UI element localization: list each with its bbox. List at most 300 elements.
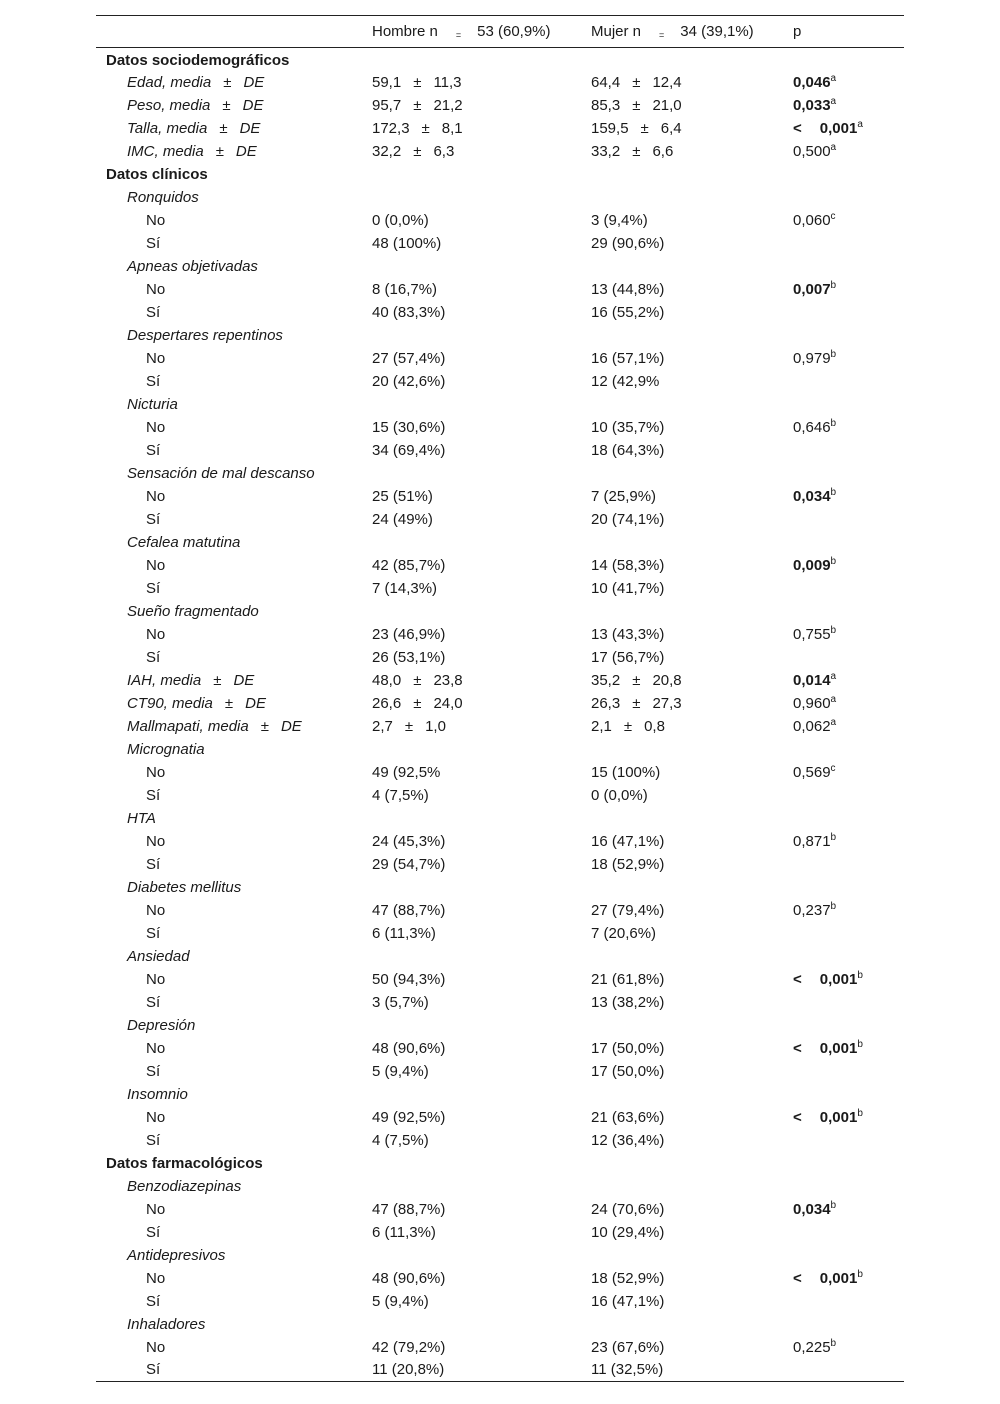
hombre-cell — [372, 876, 591, 899]
variable-row — [96, 255, 904, 278]
variable-row — [96, 807, 904, 830]
mujer-cell: 15 (100%) — [591, 763, 661, 781]
hombre-cell: 42 (85,7%) — [372, 556, 446, 574]
hombre-cell: 40 (83,3%) — [372, 303, 446, 321]
variable-row — [96, 692, 904, 715]
hombre-cell: 4 (7,5%) — [372, 1131, 429, 1149]
mujer-cell: 2,1 ± 0,8 — [591, 717, 665, 735]
hombre-cell: 32,2 ± 6,3 — [372, 142, 455, 160]
mujer-cell — [591, 807, 793, 830]
variable-row — [96, 324, 904, 347]
p-superscript: b — [830, 1337, 837, 1349]
mujer-cell: 16 (47,1%) — [591, 1292, 665, 1310]
mujer-cell: 18 (64,3%) — [591, 441, 665, 459]
p-value: 0,034 — [793, 487, 831, 505]
mujer-cell — [591, 876, 793, 899]
hombre-cell: 2,7 ± 1,0 — [372, 717, 446, 735]
hombre-cell: 5 (9,4%) — [372, 1062, 429, 1080]
category-row — [96, 991, 904, 1014]
category-row — [96, 508, 904, 531]
category-label: No — [146, 349, 166, 367]
mujer-cell — [591, 186, 793, 209]
hombre-cell: 4 (7,5%) — [372, 786, 429, 804]
mujer-cell: 13 (38,2%) — [591, 993, 665, 1011]
variable-label: Insomnio — [127, 1085, 188, 1103]
mujer-cell: 10 (29,4%) — [591, 1223, 665, 1241]
p-cell — [793, 186, 904, 209]
p-superscript: b — [830, 279, 837, 291]
mujer-cell — [591, 1175, 793, 1198]
p-cell — [793, 1152, 904, 1175]
hombre-cell: 25 (51%) — [372, 487, 433, 505]
p-cell — [793, 1313, 904, 1336]
mujer-cell: 14 (58,3%) — [591, 556, 665, 574]
header-hombre-eq: = — [455, 30, 462, 40]
p-cell — [793, 899, 904, 922]
hombre-cell — [372, 48, 591, 71]
category-row — [96, 485, 904, 508]
category-label: No — [146, 1200, 166, 1218]
category-label: No — [146, 625, 166, 643]
p-cell — [793, 1129, 904, 1152]
p-cell — [793, 1336, 904, 1359]
variable-label: Antidepresivos — [127, 1246, 226, 1264]
header-variable — [96, 16, 372, 48]
p-cell — [793, 209, 904, 232]
variable-label: HTA — [127, 809, 156, 827]
mujer-cell: 27 (79,4%) — [591, 901, 665, 919]
p-cell — [793, 508, 904, 531]
variable-row — [96, 715, 904, 738]
category-row — [96, 968, 904, 991]
variable-row — [96, 462, 904, 485]
category-row — [96, 761, 904, 784]
category-label: No — [146, 901, 166, 919]
category-label: No — [146, 832, 166, 850]
hombre-cell — [372, 531, 591, 554]
category-row — [96, 554, 904, 577]
mujer-cell: 16 (55,2%) — [591, 303, 665, 321]
p-value: 0,237 — [793, 901, 831, 919]
mujer-cell: 85,3 ± 21,0 — [591, 96, 682, 114]
p-cell — [793, 830, 904, 853]
hombre-cell: 20 (42,6%) — [372, 372, 446, 390]
p-cell — [793, 807, 904, 830]
header-row — [96, 16, 904, 48]
category-label: Sí — [146, 648, 161, 666]
category-row — [96, 1267, 904, 1290]
p-cell — [793, 255, 904, 278]
category-label: No — [146, 556, 166, 574]
p-superscript: b — [830, 624, 837, 636]
mujer-cell — [591, 1083, 793, 1106]
hombre-cell — [372, 324, 591, 347]
category-label: No — [146, 763, 166, 781]
category-row — [96, 370, 904, 393]
mujer-cell: 23 (67,6%) — [591, 1338, 665, 1356]
hombre-cell: 172,3 ± 8,1 — [372, 119, 463, 137]
header-mujer-eq: = — [659, 30, 665, 40]
p-value: < 0,001 — [793, 1108, 858, 1126]
p-cell — [793, 393, 904, 416]
variable-row — [96, 393, 904, 416]
p-superscript: a — [830, 95, 837, 107]
p-superscript: b — [830, 486, 837, 498]
hombre-cell: 7 (14,3%) — [372, 579, 438, 597]
p-cell — [793, 94, 904, 117]
variable-label: Depresión — [127, 1016, 196, 1034]
variable-label: Mallmapati, media ± DE — [127, 717, 302, 735]
variable-label: Peso, media ± DE — [127, 96, 264, 114]
p-value: 0,500 — [793, 142, 831, 160]
category-label: No — [146, 280, 166, 298]
mujer-cell: 17 (50,0%) — [591, 1039, 665, 1057]
p-cell — [793, 715, 904, 738]
mujer-cell — [591, 255, 793, 278]
variable-label: Sueño fragmentado — [127, 602, 259, 620]
p-superscript: c — [830, 210, 836, 222]
category-row — [96, 1198, 904, 1221]
p-cell — [793, 1267, 904, 1290]
mujer-cell: 16 (57,1%) — [591, 349, 665, 367]
mujer-cell — [591, 600, 793, 623]
p-superscript: b — [830, 555, 837, 567]
mujer-cell: 13 (43,3%) — [591, 625, 665, 643]
hombre-cell — [372, 186, 591, 209]
p-cell — [793, 140, 904, 163]
hombre-cell: 6 (11,3%) — [372, 1223, 436, 1241]
hombre-cell: 59,1 ± 11,3 — [372, 73, 462, 91]
mujer-cell: 12 (42,9% — [591, 372, 660, 390]
category-row — [96, 416, 904, 439]
p-cell — [793, 117, 904, 140]
hombre-cell — [372, 462, 591, 485]
p-cell — [793, 761, 904, 784]
mujer-cell: 11 (32,5%) — [591, 1359, 793, 1382]
p-value: 0,014 — [793, 671, 831, 689]
mujer-cell — [591, 1152, 793, 1175]
section-label: Datos sociodemográficos — [106, 51, 290, 69]
p-cell — [793, 370, 904, 393]
category-row — [96, 1336, 904, 1359]
mujer-cell: 17 (56,7%) — [591, 648, 665, 666]
mujer-cell — [591, 738, 793, 761]
category-label: Sí — [146, 1223, 161, 1241]
category-row — [96, 577, 904, 600]
section-label: Datos farmacológicos — [106, 1154, 263, 1172]
p-superscript: c — [830, 762, 836, 774]
category-row — [96, 1060, 904, 1083]
mujer-cell: 35,2 ± 20,8 — [591, 671, 682, 689]
category-label: No — [146, 211, 166, 229]
category-row — [96, 232, 904, 255]
mujer-cell: 26,3 ± 27,3 — [591, 694, 682, 712]
category-label: Sí — [146, 993, 161, 1011]
variable-label: Cefalea matutina — [127, 533, 241, 551]
hombre-cell: 50 (94,3%) — [372, 970, 446, 988]
category-label: Sí — [146, 855, 161, 873]
category-label: Sí — [146, 786, 161, 804]
variable-label: Nicturia — [127, 395, 178, 413]
hombre-cell: 95,7 ± 21,2 — [372, 96, 463, 114]
variable-row — [96, 876, 904, 899]
comparison-table — [96, 15, 904, 1382]
hombre-cell — [372, 807, 591, 830]
mujer-cell — [591, 48, 793, 71]
hombre-cell: 27 (57,4%) — [372, 349, 446, 367]
p-cell — [793, 692, 904, 715]
p-superscript: b — [830, 1199, 837, 1211]
mujer-cell: 21 (61,8%) — [591, 970, 665, 988]
hombre-cell: 48 (90,6%) — [372, 1269, 446, 1287]
mujer-cell — [591, 1313, 793, 1336]
mujer-cell: 29 (90,6%) — [591, 234, 665, 252]
category-row — [96, 646, 904, 669]
p-value: < 0,001 — [793, 119, 858, 137]
category-label: No — [146, 970, 166, 988]
p-superscript: b — [857, 1107, 863, 1119]
section-row — [96, 163, 904, 186]
mujer-cell — [591, 462, 793, 485]
section-row — [96, 48, 904, 71]
hombre-cell: 0 (0,0%) — [372, 211, 429, 229]
p-cell — [793, 1290, 904, 1313]
category-row — [96, 278, 904, 301]
p-superscript: a — [830, 716, 837, 728]
p-cell — [793, 1060, 904, 1083]
category-label: No — [146, 1338, 166, 1356]
mujer-cell: 21 (63,6%) — [591, 1108, 665, 1126]
variable-label: Despertares repentinos — [127, 326, 283, 344]
p-value: < 0,001 — [793, 970, 858, 988]
p-cell — [793, 71, 904, 94]
hombre-cell: 34 (69,4%) — [372, 441, 446, 459]
hombre-cell — [372, 393, 591, 416]
p-value: 0,062 — [793, 717, 831, 735]
p-superscript: a — [830, 141, 837, 153]
variable-row — [96, 186, 904, 209]
hombre-cell: 6 (11,3%) — [372, 924, 436, 942]
p-cell — [793, 945, 904, 968]
variable-row — [96, 945, 904, 968]
variable-label: Benzodiazepinas — [127, 1177, 242, 1195]
mujer-cell — [591, 1014, 793, 1037]
header-hombre-value: 53 (60,9%) — [477, 23, 551, 40]
mujer-cell — [591, 324, 793, 347]
hombre-cell — [372, 738, 591, 761]
variable-label: CT90, media ± DE — [127, 694, 266, 712]
category-label: Sí — [146, 372, 161, 390]
variable-label: IAH, media ± DE — [127, 671, 255, 689]
hombre-cell: 26 (53,1%) — [372, 648, 446, 666]
mujer-cell: 17 (50,0%) — [591, 1062, 665, 1080]
p-cell — [793, 853, 904, 876]
hombre-cell — [372, 600, 591, 623]
p-value: < 0,001 — [793, 1039, 858, 1057]
p-superscript: b — [857, 969, 863, 981]
category-row — [96, 1037, 904, 1060]
category-row — [96, 853, 904, 876]
p-cell — [793, 1198, 904, 1221]
mujer-cell: 64,4 ± 12,4 — [591, 73, 682, 91]
category-row — [96, 439, 904, 462]
p-cell — [793, 1175, 904, 1198]
p-cell — [793, 301, 904, 324]
p-superscript: b — [830, 417, 837, 429]
category-label: Sí — [146, 510, 161, 528]
hombre-cell: 29 (54,7%) — [372, 855, 446, 873]
hombre-cell: 8 (16,7%) — [372, 280, 438, 298]
p-superscript: b — [857, 1038, 863, 1050]
hombre-cell — [372, 1152, 591, 1175]
p-value: 0,960 — [793, 694, 831, 712]
p-cell — [793, 991, 904, 1014]
variable-label: Sensación de mal descanso — [127, 464, 315, 482]
hombre-cell: 24 (45,3%) — [372, 832, 446, 850]
hombre-cell: 5 (9,4%) — [372, 1292, 429, 1310]
category-label: Sí — [146, 234, 161, 252]
p-cell — [793, 784, 904, 807]
mujer-cell: 16 (47,1%) — [591, 832, 665, 850]
p-cell — [793, 439, 904, 462]
variable-label: Inhaladores — [127, 1315, 206, 1333]
p-value: 0,060 — [793, 211, 831, 229]
mujer-cell — [591, 163, 793, 186]
mujer-cell: 20 (74,1%) — [591, 510, 665, 528]
p-value: 0,755 — [793, 625, 831, 643]
mujer-cell: 10 (35,7%) — [591, 418, 665, 436]
category-label: Sí — [146, 1131, 161, 1149]
variable-row — [96, 1175, 904, 1198]
category-row — [96, 1359, 904, 1382]
p-cell — [793, 1221, 904, 1244]
hombre-cell: 48 (90,6%) — [372, 1039, 446, 1057]
hombre-cell: 48 (100%) — [372, 234, 442, 252]
hombre-cell: 15 (30,6%) — [372, 418, 446, 436]
p-superscript: a — [857, 118, 863, 130]
p-superscript: a — [830, 72, 837, 84]
variable-label: Talla, media ± DE — [127, 119, 261, 137]
hombre-cell: 49 (92,5% — [372, 763, 441, 781]
hombre-cell — [372, 1313, 591, 1336]
variable-row — [96, 117, 904, 140]
category-label: Sí — [146, 441, 161, 459]
p-cell — [793, 577, 904, 600]
variable-row — [96, 1014, 904, 1037]
p-cell — [793, 48, 904, 71]
hombre-cell: 23 (46,9%) — [372, 625, 446, 643]
mujer-cell: 18 (52,9%) — [591, 1269, 665, 1287]
p-cell — [793, 554, 904, 577]
category-label: Sí — [146, 1062, 161, 1080]
variable-label: IMC, media ± DE — [127, 142, 257, 160]
hombre-cell: 48,0 ± 23,8 — [372, 671, 463, 689]
variable-label: Ansiedad — [127, 947, 190, 965]
p-value: 0,225 — [793, 1338, 831, 1356]
p-cell — [793, 232, 904, 255]
p-superscript: a — [830, 693, 837, 705]
hombre-cell: 42 (79,2%) — [372, 1338, 446, 1356]
mujer-cell: 33,2 ± 6,6 — [591, 142, 674, 160]
category-row — [96, 1221, 904, 1244]
hombre-cell — [372, 1083, 591, 1106]
p-cell — [793, 738, 904, 761]
hombre-cell: 47 (88,7%) — [372, 1200, 446, 1218]
hombre-cell: 26,6 ± 24,0 — [372, 694, 463, 712]
category-label: Sí — [96, 1359, 372, 1382]
p-cell — [793, 485, 904, 508]
variable-label: Ronquidos — [127, 188, 199, 206]
variable-row — [96, 600, 904, 623]
header-hombre — [372, 16, 591, 48]
p-cell — [793, 1244, 904, 1267]
hombre-cell — [372, 1244, 591, 1267]
p-value: 0,046 — [793, 73, 831, 91]
p-value: 0,871 — [793, 832, 831, 850]
category-row — [96, 347, 904, 370]
category-row — [96, 1106, 904, 1129]
category-label: Sí — [146, 924, 161, 942]
header-mujer — [591, 16, 793, 48]
p-cell — [793, 1359, 904, 1382]
category-label: No — [146, 1269, 166, 1287]
p-superscript: b — [857, 1268, 863, 1280]
mujer-cell: 7 (25,9%) — [591, 487, 657, 505]
hombre-cell — [372, 163, 591, 186]
p-superscript: b — [830, 831, 837, 843]
p-cell — [793, 876, 904, 899]
mujer-cell — [591, 393, 793, 416]
category-row — [96, 784, 904, 807]
p-cell — [793, 669, 904, 692]
variable-label: Edad, media ± DE — [127, 73, 265, 91]
mujer-cell: 12 (36,4%) — [591, 1131, 665, 1149]
p-cell — [793, 968, 904, 991]
p-cell — [793, 646, 904, 669]
mujer-cell: 7 (20,6%) — [591, 924, 657, 942]
p-cell — [793, 278, 904, 301]
hombre-cell: 47 (88,7%) — [372, 901, 446, 919]
category-row — [96, 209, 904, 232]
variable-row — [96, 1244, 904, 1267]
p-value: 0,009 — [793, 556, 831, 574]
p-superscript: b — [830, 348, 837, 360]
hombre-cell: 49 (92,5%) — [372, 1108, 446, 1126]
variable-row — [96, 1313, 904, 1336]
variable-row — [96, 140, 904, 163]
table-body — [96, 48, 904, 1382]
p-value: 0,569 — [793, 763, 831, 781]
mujer-cell: 10 (41,7%) — [591, 579, 665, 597]
header-mujer-label: Mujer n — [591, 23, 642, 40]
p-cell — [793, 1037, 904, 1060]
hombre-cell: 24 (49%) — [372, 510, 433, 528]
p-cell — [793, 324, 904, 347]
variable-label: Micrognatia — [127, 740, 205, 758]
p-superscript: a — [830, 670, 837, 682]
p-cell — [793, 1014, 904, 1037]
variable-label: Diabetes mellitus — [127, 878, 242, 896]
hombre-cell: 11 (20,8%) — [372, 1359, 591, 1382]
hombre-cell: 3 (5,7%) — [372, 993, 429, 1011]
category-row — [96, 830, 904, 853]
category-label: Sí — [146, 1292, 161, 1310]
p-cell — [793, 163, 904, 186]
variable-row — [96, 669, 904, 692]
header-hombre-label: Hombre n — [372, 23, 438, 40]
p-value: 0,979 — [793, 349, 831, 367]
mujer-cell — [591, 531, 793, 554]
